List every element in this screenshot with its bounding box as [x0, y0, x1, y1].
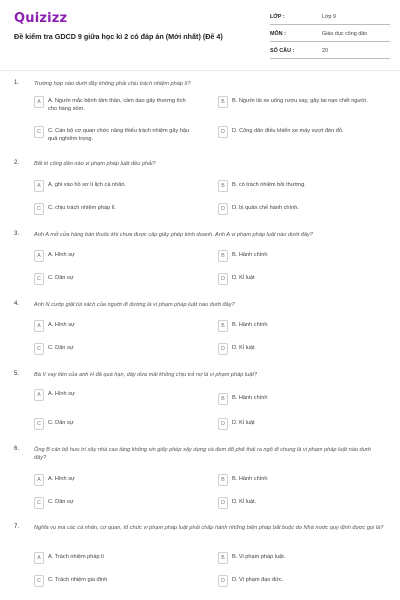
meta-value: 20 [322, 48, 328, 54]
option-letter-box: B [218, 552, 228, 564]
option-text: C. Dân sự [48, 275, 74, 281]
question-text: Bất kì công dân nào vi phạm pháp luật đều phải? [34, 161, 156, 167]
header-divider [0, 70, 400, 71]
question-text: Trường hợp nào dưới đây không phải chịu trách nhiệm pháp lí? [34, 81, 191, 87]
meta-value: Giáo dục công dân [322, 31, 368, 37]
option-text: D. Công dân điều khiển xe máy vượt đèn đỏ. [232, 128, 344, 134]
page-header [0, 0, 400, 70]
option-text: B. Hành chính [232, 322, 268, 328]
meta-value: Lớp 9 [322, 14, 337, 20]
option-text: C. chịu trách nhiệm pháp lí. [48, 205, 117, 211]
option-letter-box: C [34, 273, 44, 285]
meta-row-class [270, 10, 390, 25]
option-text: D. Kỉ luật [232, 345, 255, 351]
option-text: D. Kỉ luật [232, 275, 255, 281]
option-text: B. Hành chính [232, 252, 268, 258]
option-text: D. Vi phạm đạo đức. [232, 577, 284, 583]
option-letter-box: B [218, 250, 228, 262]
option-text: C. Dân sự [48, 345, 74, 351]
option-text: A. Hình sự [48, 391, 75, 397]
meta-info [270, 10, 390, 61]
question-number: 3. [14, 231, 20, 237]
option-letter-box: D [218, 418, 228, 430]
meta-label: SỐ CÂU : [270, 48, 295, 54]
meta-label: LỚP : [270, 14, 285, 20]
option-letter-box: A [34, 96, 44, 108]
option-letter-box: B [218, 180, 228, 192]
question-text: Nghĩa vụ mà các cá nhân, cơ quan, tổ chức vi phạm pháp luật phải chấp hành những biện pháp bắt buộc do Nhà nước quy định được gọi là? [34, 525, 384, 531]
option-text: B. có trách nhiệm bồi thường. [232, 182, 306, 188]
option-letter-box: A [34, 552, 44, 564]
option-text: A. Hình sự [48, 322, 75, 328]
option-text: B. Vi phạm pháp luật. [232, 554, 286, 560]
document-title: Đề kiểm tra GDCD 9 giữa học kì 2 có đáp án (Mới nhất) (Đề 4) [14, 32, 223, 41]
option-text: C. Trách nhiệm gia đình [48, 577, 108, 583]
question-number: 7. [14, 524, 20, 530]
question-text: Anh N cướp giật túi xách của người đi đường là vi phạm pháp luật nào dưới đây? [34, 302, 235, 308]
option-letter-box: A [34, 180, 44, 192]
meta-label: MÔN : [270, 31, 286, 37]
option-text: C. Dân sự [48, 499, 74, 505]
question-number: 5. [14, 371, 20, 377]
option-letter-box: C [34, 126, 44, 138]
option-letter-box: A [34, 320, 44, 332]
option-text: B. Hành chính [232, 395, 268, 401]
question-text: Ông B cán bộ hưu trí xây nhà cao tầng không xin giấy phép xây dựng và đem đổ phế thải ra ngõ đi chung là vi phạm pháp luật nào dưới đây? [34, 447, 371, 461]
meta-row-subject [270, 27, 390, 42]
question-number: 6. [14, 446, 20, 452]
option-letter-box: B [218, 474, 228, 486]
meta-row-count [270, 44, 390, 59]
option-text: C. Cán bộ cơ quan chức năng thiếu trách nhiệm gây hậu quả nghiêm trọng. [48, 128, 190, 142]
question-text: Bà V vay tiền của anh H đã quá hạn, dây dưa mãi không chịu trả nợ là vi phạm pháp luật? [34, 372, 258, 378]
option-letter-box: D [218, 203, 228, 215]
option-text: A. ghi vào hồ sơ lí lịch cá nhân. [48, 182, 126, 188]
option-letter-box: B [218, 393, 228, 405]
option-text: A. Người mắc bệnh tâm thần, cầm dao gây thương tích cho hàng xóm. [48, 98, 186, 112]
question-number: 2. [14, 160, 20, 166]
option-letter-box: C [34, 418, 44, 430]
option-letter-box: D [218, 273, 228, 285]
option-letter-box: C [34, 203, 44, 215]
question-number: 1. [14, 80, 20, 86]
option-letter-box: D [218, 126, 228, 138]
option-letter-box: D [218, 497, 228, 509]
quizizz-logo: Quizizz [14, 11, 68, 26]
option-text: D. Kỉ luật. [232, 499, 257, 505]
option-text: B. Người lái xe uống rượu say, gây tai nạn chết người. [232, 98, 368, 104]
option-text: C. Dân sự [48, 420, 74, 426]
option-letter-box: D [218, 575, 228, 587]
option-text: A. Trách nhiệm pháp lí [48, 554, 104, 560]
option-letter-box: C [34, 575, 44, 587]
option-text: D. Kỉ luật [232, 420, 255, 426]
option-text: B. Hành chính [232, 476, 268, 482]
option-letter-box: B [218, 96, 228, 108]
option-text: D. bị quản chế hành chính. [232, 205, 299, 211]
option-letter-box: A [34, 389, 44, 401]
option-letter-box: B [218, 320, 228, 332]
question-number: 4. [14, 301, 20, 307]
question-text: Anh A mở cửa hàng bán thuốc khi chưa được cấp giấy phép kinh doanh. Anh A vi phạm pháp luật nào dưới đây? [34, 232, 313, 238]
option-letter-box: A [34, 474, 44, 486]
option-text: A. Hình sự [48, 476, 75, 482]
option-letter-box: A [34, 250, 44, 262]
option-letter-box: C [34, 343, 44, 355]
option-letter-box: C [34, 497, 44, 509]
option-text: A. Hình sự [48, 252, 75, 258]
option-letter-box: D [218, 343, 228, 355]
